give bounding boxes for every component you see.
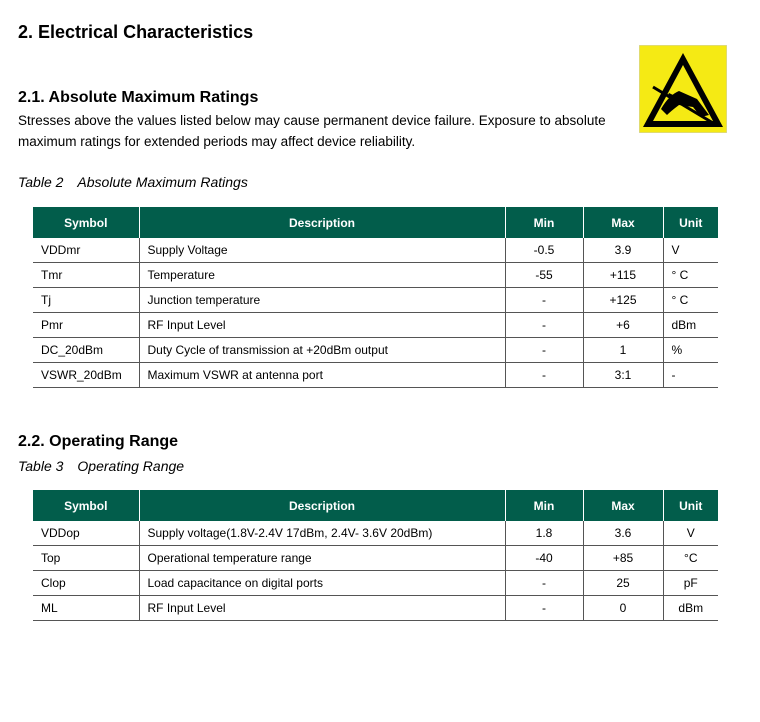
cell-max: 25 xyxy=(583,571,663,596)
section-paragraph: Stresses above the values listed below may cause permanent device failure. Exposure to absolute maximum ratings for extended periods may affect device reliability. xyxy=(18,113,606,149)
cell-min: -0.5 xyxy=(505,238,583,263)
table-header-row xyxy=(33,490,718,521)
table-header-row xyxy=(33,207,718,238)
cell-min: - xyxy=(505,338,583,363)
col-header-unit: Unit xyxy=(663,207,718,238)
cell-unit: pF xyxy=(663,571,718,596)
cell-unit: ° C xyxy=(663,263,718,288)
operating-range-table xyxy=(33,490,718,621)
cell-max: +85 xyxy=(583,546,663,571)
cell-max: 3.6 xyxy=(583,521,663,546)
table-row xyxy=(33,263,718,288)
cell-max: 3.9 xyxy=(583,238,663,263)
cell-unit: V xyxy=(663,238,718,263)
table2-label: Table 2 xyxy=(18,174,64,190)
cell-min: 1.8 xyxy=(505,521,583,546)
cell-description: Temperature xyxy=(139,263,505,288)
table-row xyxy=(33,546,718,571)
table-row xyxy=(33,521,718,546)
cell-max: 0 xyxy=(583,596,663,621)
cell-symbol: Pmr xyxy=(33,313,139,338)
cell-unit: °C xyxy=(663,546,718,571)
cell-unit: dBm xyxy=(663,596,718,621)
cell-symbol: Top xyxy=(33,546,139,571)
cell-symbol: Tj xyxy=(33,288,139,313)
table2-caption xyxy=(18,174,248,190)
cell-max: +125 xyxy=(583,288,663,313)
cell-description: RF Input Level xyxy=(139,313,505,338)
cell-symbol: ML xyxy=(33,596,139,621)
cell-min: - xyxy=(505,288,583,313)
cell-min: -40 xyxy=(505,546,583,571)
table3-label: Table 3 xyxy=(18,458,64,474)
cell-description: Load capacitance on digital ports xyxy=(139,571,505,596)
cell-unit: % xyxy=(663,338,718,363)
cell-description: Operational temperature range xyxy=(139,546,505,571)
cell-symbol: VDDop xyxy=(33,521,139,546)
table3-caption xyxy=(18,458,184,474)
cell-unit: V xyxy=(663,521,718,546)
cell-symbol: DC_20dBm xyxy=(33,338,139,363)
col-header-max: Max xyxy=(583,490,663,521)
absolute-max-ratings-table xyxy=(33,207,718,388)
cell-min: - xyxy=(505,363,583,388)
cell-max: 1 xyxy=(583,338,663,363)
col-header-max: Max xyxy=(583,207,663,238)
section-heading-operating-range: 2.2. Operating Range xyxy=(18,433,179,450)
col-header-min: Min xyxy=(505,490,583,521)
cell-unit: ° C xyxy=(663,288,718,313)
table-row xyxy=(33,238,718,263)
esd-warning-icon xyxy=(639,45,727,133)
cell-symbol: Tmr xyxy=(33,263,139,288)
cell-description: Supply voltage(1.8V-2.4V 17dBm, 2.4V- 3.6V 20dBm) xyxy=(139,521,505,546)
cell-min: - xyxy=(505,313,583,338)
cell-symbol: Clop xyxy=(33,571,139,596)
cell-max: +115 xyxy=(583,263,663,288)
col-header-symbol: Symbol xyxy=(33,490,139,521)
col-header-description: Description xyxy=(139,490,505,521)
cell-description: Junction temperature xyxy=(139,288,505,313)
table-row xyxy=(33,596,718,621)
cell-max: 3:1 xyxy=(583,363,663,388)
cell-min: -55 xyxy=(505,263,583,288)
cell-description: Supply Voltage xyxy=(139,238,505,263)
cell-unit: dBm xyxy=(663,313,718,338)
cell-description: Maximum VSWR at antenna port xyxy=(139,363,505,388)
table-row xyxy=(33,571,718,596)
table-row xyxy=(33,338,718,363)
table3-title: Operating Range xyxy=(77,458,185,474)
page-heading: 2. Electrical Characteristics xyxy=(18,22,254,42)
col-header-min: Min xyxy=(505,207,583,238)
col-header-unit: Unit xyxy=(663,490,718,521)
table-row xyxy=(33,313,718,338)
cell-min: - xyxy=(505,596,583,621)
table2-title: Absolute Maximum Ratings xyxy=(77,174,248,190)
table-row xyxy=(33,363,718,388)
section-heading-absolute-max: 2.1. Absolute Maximum Ratings xyxy=(18,89,259,106)
cell-description: Duty Cycle of transmission at +20dBm output xyxy=(139,338,505,363)
cell-unit: - xyxy=(663,363,718,388)
table-row xyxy=(33,288,718,313)
cell-symbol: VDDmr xyxy=(33,238,139,263)
cell-min: - xyxy=(505,571,583,596)
col-header-description: Description xyxy=(139,207,505,238)
col-header-symbol: Symbol xyxy=(33,207,139,238)
cell-symbol: VSWR_20dBm xyxy=(33,363,139,388)
cell-max: +6 xyxy=(583,313,663,338)
cell-description: RF Input Level xyxy=(139,596,505,621)
